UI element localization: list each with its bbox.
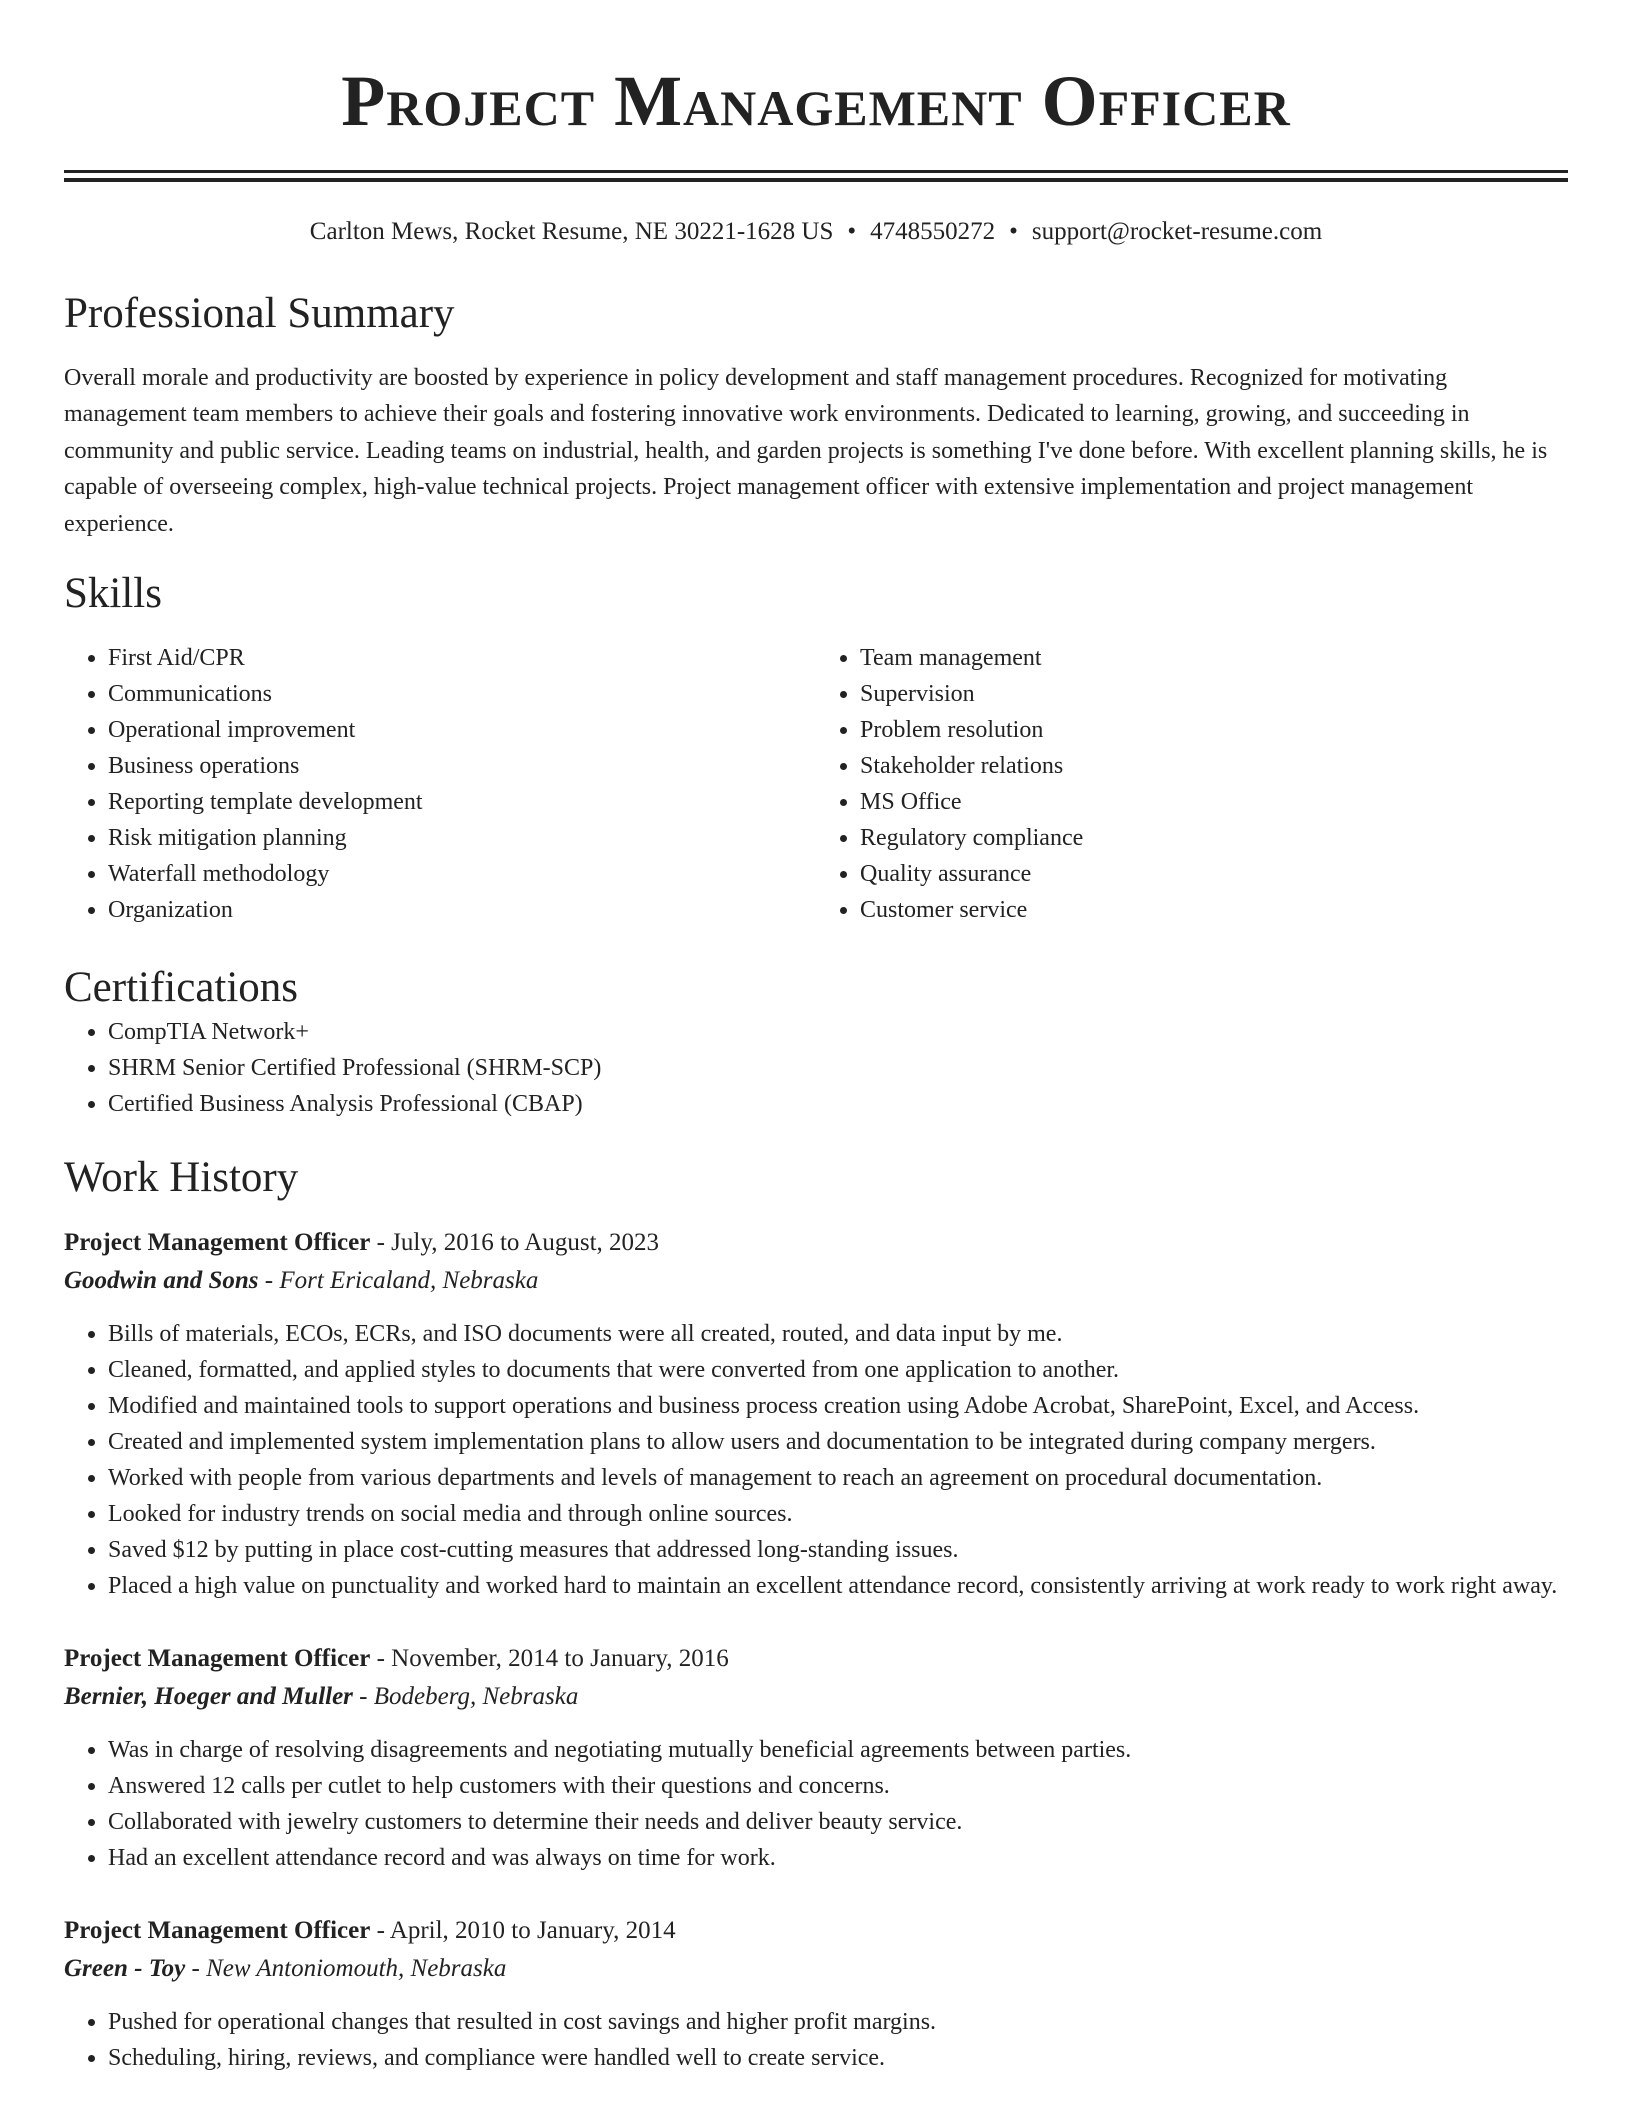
job-duty-item: • Bills of materials, ECOs, ECRs, and ISO documents were all created, routed, and data input by me.	[108, 1316, 1568, 1352]
job-duty-item: • Had an excellent attendance record and was always on time for work.	[108, 1840, 1568, 1876]
job-duty-item: • Was in charge of resolving disagreements and negotiating mutually beneficial agreements between parties.	[108, 1732, 1568, 1768]
contact-separator: •	[847, 218, 857, 245]
job-duty-item: • Collaborated with jewelry customers to determine their needs and deliver beauty service.	[108, 1804, 1568, 1840]
contact-line	[64, 216, 1568, 248]
job-duty-item: • Pushed for operational changes that resulted in cost savings and higher profit margins.	[108, 2004, 1568, 2040]
job-duty-item: • Placed a high value on punctuality and worked hard to maintain an excellent attendance record, consistently arriving at work ready to work right away.	[108, 1568, 1568, 1604]
job-duty-item: • Answered 12 calls per cutlet to help customers with their questions and concerns.	[108, 1768, 1568, 1804]
job-duties-list	[64, 2004, 1568, 2076]
job-title: Project Management Officer	[64, 1229, 371, 1257]
skill-item: • Problem resolution	[860, 712, 1568, 748]
job-entry	[64, 1912, 1568, 2076]
job-duty-item: • Modified and maintained tools to support operations and business process creation using Adobe Acrobat, SharePoint, Excel, and Access.	[108, 1388, 1568, 1424]
job-title-line	[64, 1912, 1568, 1950]
job-dates: - April, 2010 to January, 2014	[370, 1917, 676, 1945]
skill-item: • Supervision	[860, 676, 1568, 712]
job-duty-item: • Created and implemented system implementation plans to allow users and documentation to be integrated during company mergers.	[108, 1424, 1568, 1460]
skill-item: • Team management	[860, 640, 1568, 676]
skill-item: • MS Office	[860, 784, 1568, 820]
skill-item: • Stakeholder relations	[860, 748, 1568, 784]
certification-item: • CompTIA Network+	[108, 1014, 1568, 1050]
certifications-heading: Certifications	[64, 964, 299, 1012]
job-company-line	[64, 1262, 1568, 1300]
job-title-line	[64, 1640, 1568, 1678]
job-company: Green - Toy	[64, 1955, 186, 1983]
summary-heading: Professional Summary	[64, 290, 455, 337]
skills-heading: Skills	[64, 570, 162, 618]
contact-phone: 4748550272	[870, 218, 996, 245]
job-duties-list	[64, 1732, 1568, 1876]
skill-item: • Organization	[108, 892, 816, 928]
job-duty-item: • Scheduling, hiring, reviews, and compliance were handled well to create service.	[108, 2040, 1568, 2076]
page-title: Project Management Officer	[341, 61, 1291, 141]
skill-item: • Regulatory compliance	[860, 820, 1568, 856]
skill-item: • First Aid/CPR	[108, 640, 816, 676]
skills-list-right	[816, 640, 1568, 928]
job-title: Project Management Officer	[64, 1917, 371, 1945]
certifications-list	[64, 1014, 1568, 1122]
job-title: Project Management Officer	[64, 1645, 371, 1673]
job-location: - Bodeberg, Nebraska	[352, 1683, 579, 1711]
job-entry	[64, 1640, 1568, 1876]
job-company: Bernier, Hoeger and Muller	[64, 1683, 353, 1711]
skill-item: • Reporting template development	[108, 784, 816, 820]
job-company: Goodwin and Sons	[64, 1267, 259, 1295]
skill-item: • Quality assurance	[860, 856, 1568, 892]
job-company-line	[64, 1950, 1568, 1988]
job-dates: - November, 2014 to January, 2016	[370, 1645, 729, 1673]
contact-email: support@rocket-resume.com	[1031, 218, 1323, 245]
skill-item: • Risk mitigation planning	[108, 820, 816, 856]
skill-item: • Waterfall methodology	[108, 856, 816, 892]
certification-item: • SHRM Senior Certified Professional (SHRM-SCP)	[108, 1050, 1568, 1086]
title-divider	[64, 170, 1568, 182]
skill-item: • Communications	[108, 676, 816, 712]
job-duty-item: • Cleaned, formatted, and applied styles to documents that were converted from one application to another.	[108, 1352, 1568, 1388]
job-location: - New Antoniomouth, Nebraska	[185, 1955, 507, 1983]
summary-text: Overall morale and productivity are boosted by experience in policy development and staff management procedures. Recognized for motivating management team members to achieve their goals and fostering innovative work environments. Dedicated to learning, growing, and succeeding in community and public service. Leading teams on industrial, health, and garden projects is something I've done before. With excellent planning skills, he is capable of overseeing complex, high-value technical projects. Project management officer with extensive implementation and project management experience.	[64, 365, 1548, 537]
contact-address: Carlton Mews, Rocket Resume, NE 30221-1628 US	[309, 218, 834, 245]
job-entry	[64, 1224, 1568, 1604]
skills-columns	[64, 640, 1568, 928]
job-title-line	[64, 1224, 1568, 1262]
job-duties-list	[64, 1316, 1568, 1604]
skill-item: • Operational improvement	[108, 712, 816, 748]
certification-item: • Certified Business Analysis Professional (CBAP)	[108, 1086, 1568, 1122]
job-company-line	[64, 1678, 1568, 1716]
contact-separator: •	[1009, 218, 1018, 245]
job-location: - Fort Ericaland, Nebraska	[258, 1267, 539, 1295]
job-dates: - July, 2016 to August, 2023	[370, 1229, 660, 1257]
skills-list-left	[64, 640, 816, 928]
work-history-heading: Work History	[64, 1154, 299, 1202]
skill-item: • Business operations	[108, 748, 816, 784]
skill-item: • Customer service	[860, 892, 1568, 928]
job-duty-item: • Looked for industry trends on social media and through online sources.	[108, 1496, 1568, 1532]
job-duty-item: • Worked with people from various departments and levels of management to reach an agreement on procedural documentation.	[108, 1460, 1568, 1496]
job-duty-item: • Saved $12 by putting in place cost-cutting measures that addressed long-standing issues.	[108, 1532, 1568, 1568]
